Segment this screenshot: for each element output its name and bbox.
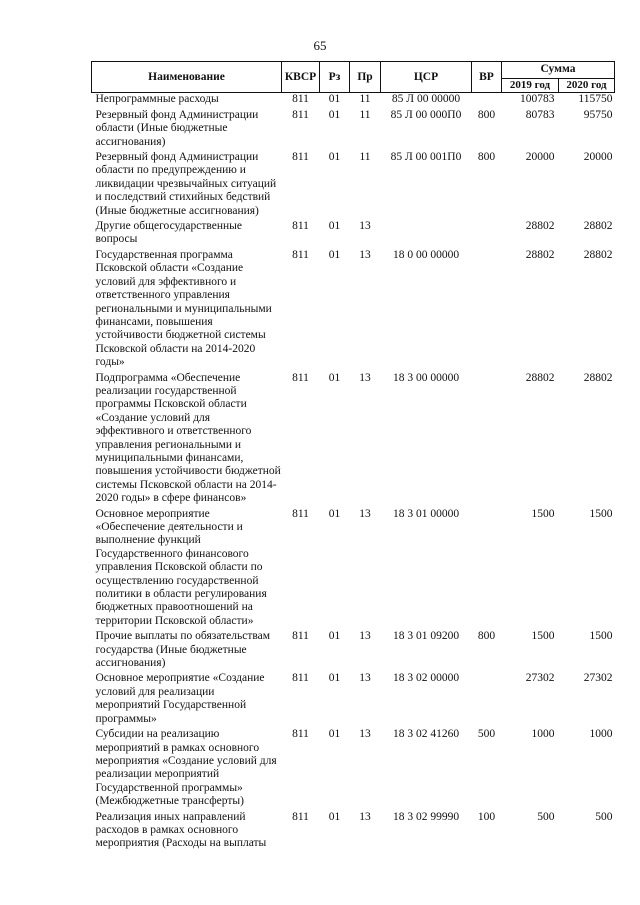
cell-pr: 13 bbox=[359, 371, 371, 384]
cell-vr: 800 bbox=[477, 151, 496, 164]
header-year-2020: 2020 год bbox=[559, 79, 615, 93]
cell-pr: 13 bbox=[359, 248, 371, 261]
header-csr: ЦСР bbox=[381, 62, 472, 93]
cell-pr: 11 bbox=[359, 151, 371, 164]
cell-name: Непрограммные расходы bbox=[95, 93, 219, 106]
cell-rz: 01 bbox=[328, 728, 341, 741]
cell-vr: 800 bbox=[477, 630, 496, 643]
cell-kvsr: 811 bbox=[292, 728, 309, 741]
cell-sum-2020: 95750 bbox=[583, 108, 613, 121]
cell-csr: 85 Л 00 00000 bbox=[391, 93, 461, 106]
cell-kvsr: 811 bbox=[292, 672, 309, 685]
cell-pr: 13 bbox=[359, 810, 371, 823]
header-kvsr: КВСР bbox=[282, 62, 320, 93]
table-row bbox=[92, 672, 615, 728]
header-pr: Пр bbox=[350, 62, 381, 93]
cell-name: Государственная программа Псковской области «Создание условий для эффективного и ответственного управления региональными и муниципальными финансами, повышения устойчивости бюджетной системы Псковской области на 2014-2020 годы» bbox=[95, 248, 272, 369]
cell-name: Субсидии на реализацию мероприятий в рамках основного мероприятия «Создание условий для реализации мероприятий Государственной программы» (Межбюджетные трансферты) bbox=[95, 728, 277, 808]
page-number: 65 bbox=[313, 38, 327, 53]
cell-kvsr: 811 bbox=[292, 630, 309, 643]
cell-name: Реализация иных направлений расходов в рамках основного мероприятия (Расходы на выплаты bbox=[95, 810, 267, 850]
cell-csr: 18 3 01 09200 bbox=[392, 630, 460, 643]
cell-csr: 85 Л 00 001П0 bbox=[390, 151, 462, 164]
cell-sum-2019: 1500 bbox=[531, 507, 555, 520]
cell-csr bbox=[381, 220, 472, 249]
cell-pr: 11 bbox=[359, 108, 371, 121]
cell-vr bbox=[472, 93, 502, 109]
cell-sum-2020: 1500 bbox=[589, 630, 613, 643]
cell-vr: 100 bbox=[477, 810, 496, 823]
budget-table bbox=[91, 61, 615, 853]
cell-pr: 13 bbox=[359, 507, 371, 520]
cell-kvsr: 811 bbox=[292, 507, 309, 520]
cell-sum-2020: 1500 bbox=[589, 507, 613, 520]
cell-csr: 18 3 00 00000 bbox=[392, 371, 460, 384]
cell-vr bbox=[472, 672, 502, 728]
cell-pr: 13 bbox=[359, 630, 371, 643]
cell-sum-2020: 1000 bbox=[589, 728, 613, 741]
cell-sum-2019: 500 bbox=[537, 810, 555, 823]
cell-pr: 13 bbox=[359, 672, 371, 685]
table-row bbox=[92, 372, 615, 508]
cell-name: Резервный фонд Администрации области по предупреждению и ликвидации чрезвычайных ситуаций и последствий стихийных бедствий (Иные бюджетные ассигнования) bbox=[95, 151, 277, 217]
cell-vr bbox=[472, 508, 502, 631]
cell-sum-2020: 28802 bbox=[583, 371, 613, 384]
cell-kvsr: 811 bbox=[292, 810, 309, 823]
table-body bbox=[92, 93, 615, 853]
table-row bbox=[92, 728, 615, 810]
table-row bbox=[92, 630, 615, 672]
cell-csr: 18 3 01 00000 bbox=[392, 507, 460, 520]
cell-pr: 13 bbox=[359, 220, 371, 233]
cell-sum-2019: 20000 bbox=[525, 151, 555, 164]
cell-rz: 01 bbox=[328, 248, 341, 261]
header-year-2019: 2019 год bbox=[502, 79, 559, 93]
table-header bbox=[92, 62, 615, 93]
cell-kvsr: 811 bbox=[292, 371, 309, 384]
cell-sum-2019: 1000 bbox=[531, 728, 555, 741]
cell-rz: 01 bbox=[328, 371, 341, 384]
cell-name: Прочие выплаты по обязательствам государства (Иные бюджетные ассигнования) bbox=[95, 630, 271, 670]
cell-name: Основное мероприятие «Создание условий для реализации мероприятий Государственной программы» bbox=[95, 672, 265, 725]
table-row bbox=[92, 508, 615, 631]
cell-kvsr: 811 bbox=[292, 108, 309, 121]
cell-rz: 01 bbox=[328, 507, 341, 520]
cell-sum-2020: 28802 bbox=[583, 248, 613, 261]
cell-vr: 500 bbox=[477, 728, 496, 741]
cell-sum-2019: 28802 bbox=[525, 248, 555, 261]
cell-vr bbox=[472, 372, 502, 508]
cell-sum-2019: 80783 bbox=[525, 108, 555, 121]
cell-sum-2019: 28802 bbox=[525, 220, 555, 233]
cell-name: Резервный фонд Администрации области (Иные бюджетные ассигнования) bbox=[95, 108, 259, 148]
cell-csr: 18 0 00 00000 bbox=[392, 248, 460, 261]
table-row bbox=[92, 93, 615, 109]
cell-sum-2020: 115750 bbox=[578, 93, 613, 106]
table-row bbox=[92, 249, 615, 372]
cell-csr: 18 3 02 99990 bbox=[392, 810, 460, 823]
cell-sum-2020: 500 bbox=[595, 810, 613, 823]
cell-vr bbox=[472, 249, 502, 372]
table-row bbox=[92, 151, 615, 220]
cell-name: Другие общегосударственные вопросы bbox=[95, 220, 242, 246]
cell-rz: 01 bbox=[328, 108, 341, 121]
cell-pr: 11 bbox=[359, 93, 371, 106]
header-name: Наименование bbox=[92, 62, 282, 93]
cell-name: Подпрограмма «Обеспечение реализации государственной программы Псковской области «Создание условий для эффективного и ответственного управления региональными и муниципальными финансами, повышения устойчивости бюджетной системы Псковской области на 2014-2020 годы» в сфере финансов» bbox=[95, 371, 281, 505]
cell-name: Основное мероприятие «Обеспечение деятельности и выполнение функций Государственного финансового управления Псковской области по осуществлению государственной политики в области регулирования бюджетных правоотношений на территории Псковской области» bbox=[95, 507, 267, 627]
header-vr: ВР bbox=[472, 62, 502, 93]
cell-sum-2019: 100783 bbox=[520, 93, 555, 106]
cell-sum-2020: 20000 bbox=[583, 151, 613, 164]
cell-rz: 01 bbox=[328, 810, 341, 823]
cell-pr: 13 bbox=[359, 728, 371, 741]
cell-kvsr: 811 bbox=[292, 93, 309, 106]
cell-vr: 800 bbox=[477, 108, 496, 121]
cell-vr bbox=[472, 220, 502, 249]
table-row bbox=[92, 109, 615, 151]
cell-sum-2020: 28802 bbox=[583, 220, 613, 233]
cell-rz: 01 bbox=[328, 220, 341, 233]
cell-sum-2019: 28802 bbox=[525, 371, 555, 384]
cell-sum-2019: 1500 bbox=[531, 630, 555, 643]
cell-sum-2019: 27302 bbox=[525, 672, 555, 685]
cell-rz: 01 bbox=[328, 672, 341, 685]
cell-sum-2020: 27302 bbox=[583, 672, 613, 685]
cell-rz: 01 bbox=[328, 630, 341, 643]
header-sum: Сумма bbox=[502, 62, 615, 79]
cell-csr: 18 3 02 00000 bbox=[392, 672, 460, 685]
table-row bbox=[92, 220, 615, 249]
cell-csr: 18 3 02 41260 bbox=[392, 728, 460, 741]
header-rz: Рз bbox=[320, 62, 350, 93]
cell-csr: 85 Л 00 000П0 bbox=[390, 108, 462, 121]
table-row bbox=[92, 811, 615, 853]
cell-rz: 01 bbox=[328, 151, 341, 164]
cell-kvsr: 811 bbox=[292, 220, 309, 233]
cell-kvsr: 811 bbox=[292, 248, 309, 261]
cell-rz: 01 bbox=[328, 93, 341, 106]
cell-kvsr: 811 bbox=[292, 151, 309, 164]
